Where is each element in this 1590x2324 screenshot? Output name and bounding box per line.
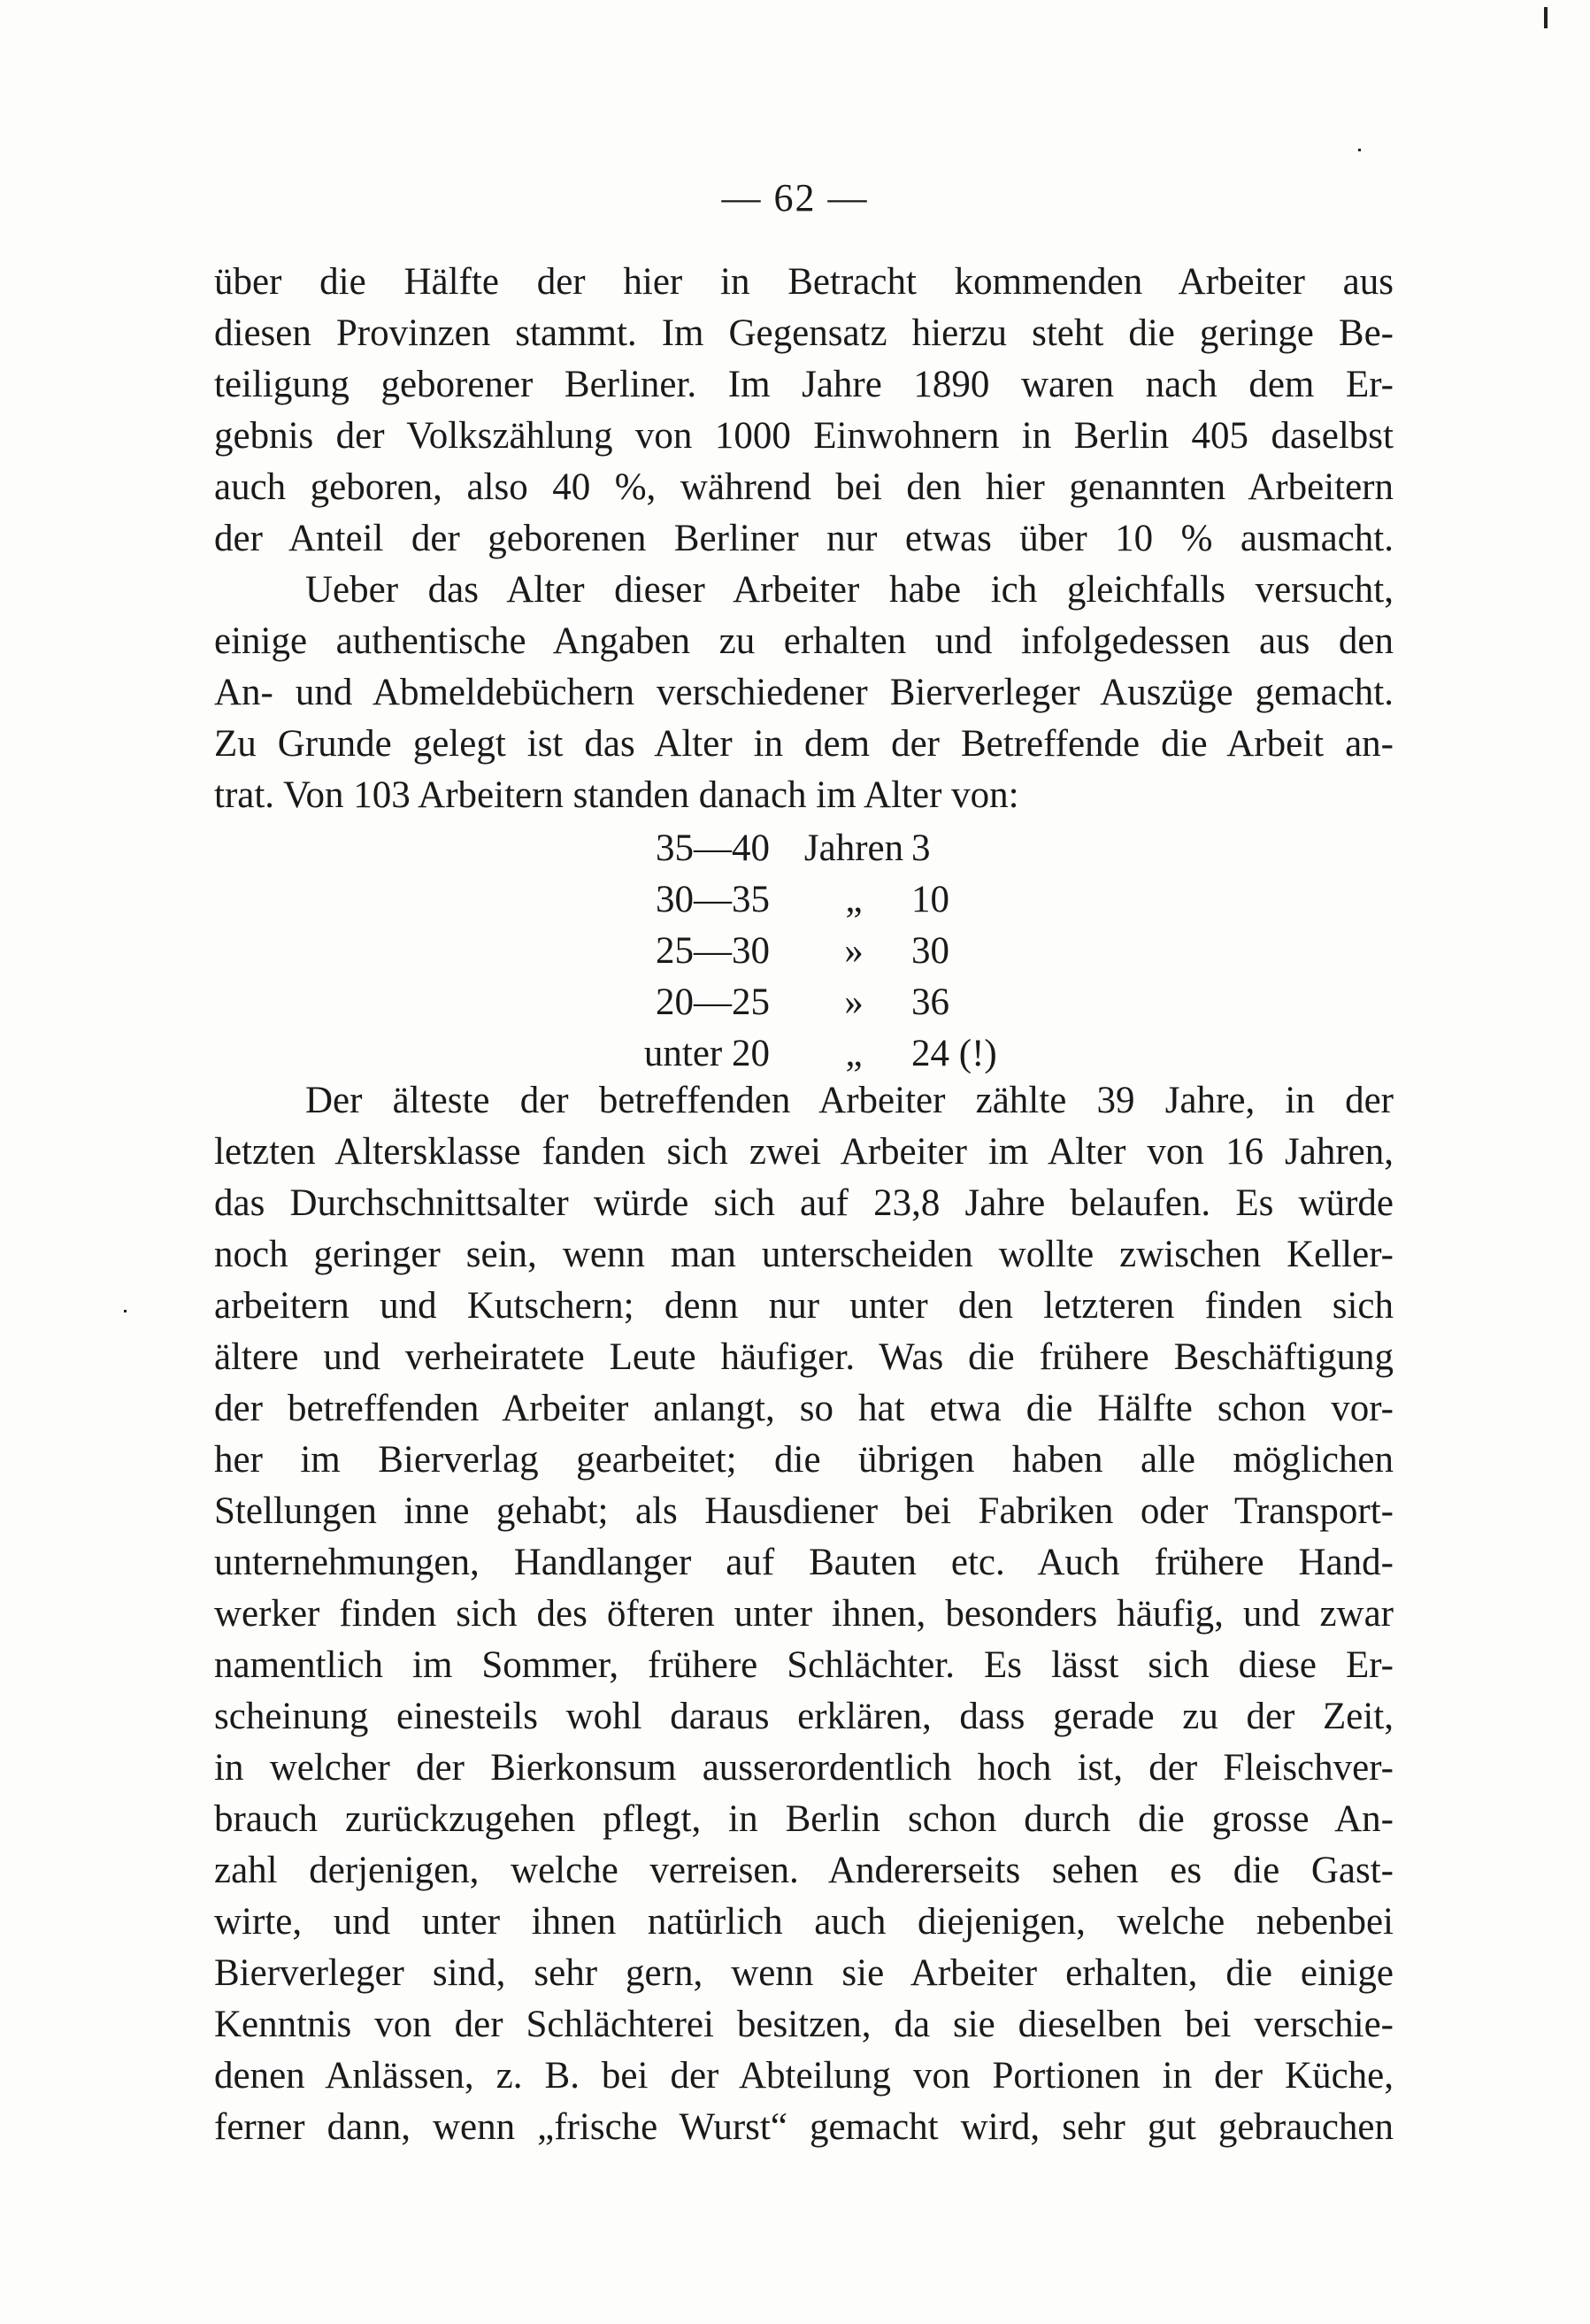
text-line: letzten Altersklasse fanden sich zwei Arbeiter im Alter von 16 Jahren, xyxy=(214,1131,1394,1173)
text-line: noch geringer sein, wenn man unterscheiden wollte zwischen Keller- xyxy=(214,1234,1394,1275)
text-line: zahl derjenigen, welche verreisen. Andererseits sehen es die Gast- xyxy=(214,1850,1394,1891)
text-line: Der älteste der betreffenden Arbeiter zählte 39 Jahre, in der xyxy=(305,1080,1394,1121)
age-range: 30—35 xyxy=(656,879,770,920)
age-table-row xyxy=(619,874,1026,926)
text-line: diesen Provinzen stammt. Im Gegensatz hierzu steht die geringe Be- xyxy=(214,312,1394,354)
age-table-row xyxy=(619,823,1026,874)
text-line: einige authentische Angaben zu erhalten und infolgedessen aus den xyxy=(214,620,1394,662)
text-line: unternehmungen, Handlanger auf Bauten etc. Auch frühere Hand- xyxy=(214,1542,1394,1583)
worker-count: 36 xyxy=(911,981,949,1023)
text-line: über die Hälfte der hier in Betracht kommenden Arbeiter aus xyxy=(214,261,1394,303)
worker-count: 3 xyxy=(911,827,931,869)
text-line: An- und Abmeldebüchern verschiedener Bierverleger Auszüge gemacht. xyxy=(214,672,1394,713)
text-line: der Anteil der geborenen Berliner nur etwas über 10 % ausmacht. xyxy=(214,518,1394,559)
worker-count: 30 xyxy=(911,930,949,972)
age-table-row xyxy=(619,977,1026,1028)
age-range: 25—30 xyxy=(656,930,770,972)
text-line: Stellungen inne gehabt; als Hausdiener bei Fabriken oder Transport- xyxy=(214,1490,1394,1532)
age-unit: „ xyxy=(845,879,863,920)
text-line: ferner dann, wenn „frische Wurst“ gemacht wird, sehr gut gebrauchen xyxy=(214,2106,1394,2148)
text-line: Ueber das Alter dieser Arbeiter habe ich gleichfalls versucht, xyxy=(305,569,1394,611)
text-line: trat. Von 103 Arbeitern standen danach im Alter von: xyxy=(214,774,1019,816)
text-line: denen Anlässen, z. B. bei der Abteilung von Portionen in der Küche, xyxy=(214,2055,1394,2097)
age-unit: » xyxy=(844,930,864,972)
text-line: der betreffenden Arbeiter anlangt, so hat etwa die Hälfte schon vor- xyxy=(214,1388,1394,1429)
text-line: Kenntnis von der Schlächterei besitzen, da sie dieselben bei verschie- xyxy=(214,2004,1394,2045)
text-line: namentlich im Sommer, frühere Schlächter. Es lässt sich diese Er- xyxy=(214,1644,1394,1686)
text-line: Zu Grunde gelegt ist das Alter in dem der Betreffende die Arbeit an- xyxy=(214,723,1394,765)
scan-mark xyxy=(124,1310,127,1312)
text-line: wirte, und unter ihnen natürlich auch diejenigen, welche nebenbei xyxy=(214,1901,1394,1943)
worker-count: 10 xyxy=(911,879,949,920)
text-line: scheinung einesteils wohl daraus erklären, dass gerade zu der Zeit, xyxy=(214,1696,1394,1737)
age-range: 35—40 xyxy=(656,827,770,869)
text-line: her im Bierverlag gearbeitet; die übrigen haben alle möglichen xyxy=(214,1439,1394,1481)
text-line: werker finden sich des öfteren unter ihnen, besonders häufig, und zwar xyxy=(214,1593,1394,1635)
text-line: auch geboren, also 40 %, während bei den hier genannten Arbeitern xyxy=(214,466,1394,508)
text-line: gebnis der Volkszählung von 1000 Einwohnern in Berlin 405 daselbst xyxy=(214,415,1394,457)
text-line: Bierverleger sind, sehr gern, wenn sie Arbeiter erhalten, die einige xyxy=(214,1952,1394,1994)
text-line: teiligung geborener Berliner. Im Jahre 1890 waren nach dem Er- xyxy=(214,364,1394,405)
age-unit: Jahren xyxy=(803,827,904,869)
worker-count: 24 (!) xyxy=(911,1033,997,1074)
age-range: unter 20 xyxy=(643,1033,770,1074)
age-unit: » xyxy=(844,981,864,1023)
text-line: das Durchschnittsalter würde sich auf 23,8 Jahre belaufen. Es würde xyxy=(214,1182,1394,1224)
page-number: — 62 — xyxy=(721,176,869,219)
age-table-row xyxy=(619,1028,1026,1080)
text-line: ältere und verheiratete Leute häufiger. Was die frühere Beschäftigung xyxy=(214,1336,1394,1378)
age-table-row xyxy=(619,926,1026,977)
text-line: in welcher der Bierkonsum ausserordentlich hoch ist, der Fleischver- xyxy=(214,1747,1394,1789)
scan-mark xyxy=(1544,7,1548,28)
text-line: brauch zurückzugehen pflegt, in Berlin schon durch die grosse An- xyxy=(214,1798,1394,1840)
scan-mark xyxy=(1358,149,1361,151)
age-table xyxy=(619,823,1026,1080)
text-line: arbeitern und Kutschern; denn nur unter den letzteren finden sich xyxy=(214,1285,1394,1327)
age-range: 20—25 xyxy=(656,981,770,1023)
age-unit: „ xyxy=(845,1033,863,1074)
